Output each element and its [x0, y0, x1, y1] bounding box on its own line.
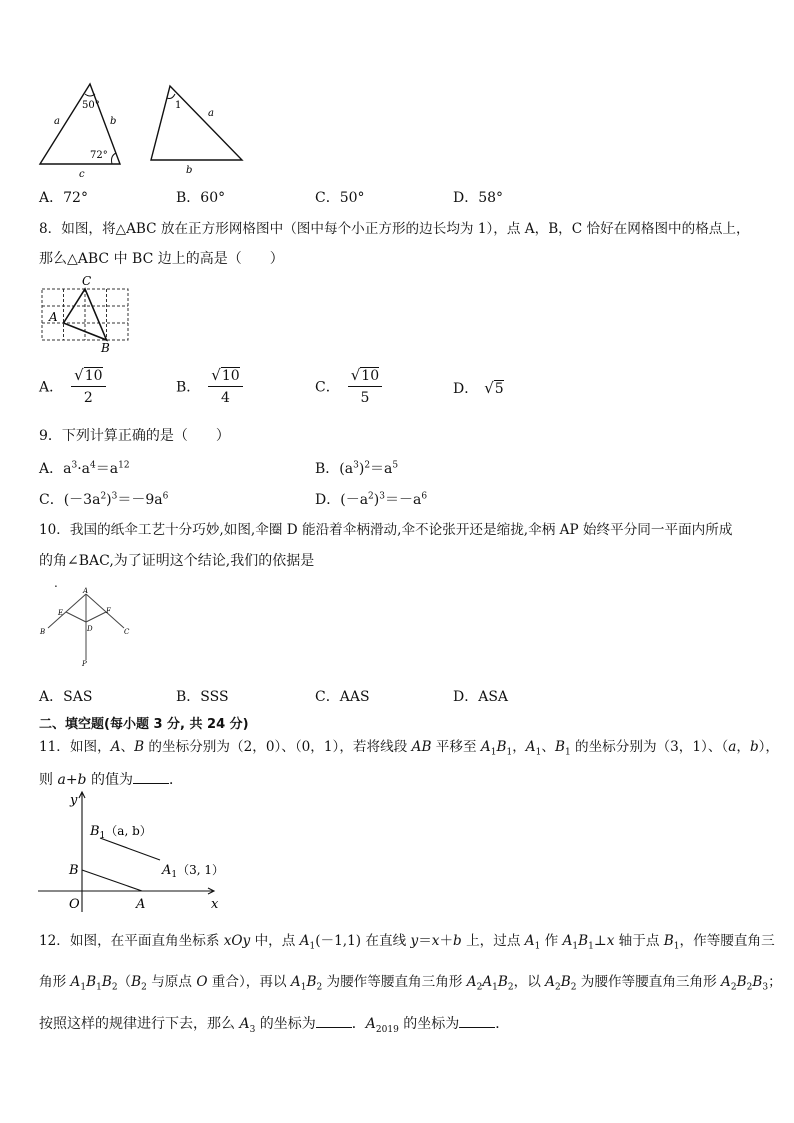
q11-label-a1: $A_1(3$, 1） — [162, 863, 225, 880]
option-expression: $(-a^2)^3=-a^6$ — [340, 491, 428, 508]
q11-label-o: O — [69, 897, 80, 912]
option-text: SSS — [200, 689, 229, 705]
option-text: 58° — [478, 190, 504, 206]
q8-option-a[interactable] — [39, 366, 106, 407]
fraction: $\frac{√10}{2}$ — [71, 366, 105, 407]
q10-stem-line2: 的角∠BAC,为了证明这个结论,我们的依据是 — [39, 553, 315, 569]
q7-label-72: 72° — [90, 150, 108, 161]
q7-label-c: c — [79, 169, 85, 180]
q8-label-c: C — [82, 274, 92, 288]
option-letter: B． — [176, 689, 201, 705]
q10-dot: . — [54, 576, 58, 590]
q10-option-c[interactable] — [315, 686, 370, 706]
q10-label-b: B — [40, 628, 46, 636]
q12-stem-line1: 12．如图，在平面直角坐标系 xOy 中，点 $A_1(-1,1)$ 在直线 y＝x＋b 上，过点 $A_1$ 作 $A_1B_1\perp x$ 轴于点 $B_1$，作等腰直角三 — [39, 933, 775, 952]
q7-label-a2: a — [208, 108, 214, 119]
option-text: 50° — [339, 190, 365, 206]
option-letter: B． — [315, 461, 340, 477]
q9-option-a[interactable] — [39, 458, 130, 478]
option-expression: $(-3a^2)^3=-9a^6$ — [63, 491, 169, 508]
q8-stem-line1: 8．如图，将△ABC 放在正方形网格图中（图中每个小正方形的边长均为 1），点 A，B，C 恰好在网格图中的格点上， — [39, 221, 750, 237]
option-expression: $a^3\cdot a^4=a^{12}$ — [63, 460, 130, 477]
numerator: 10 — [221, 368, 240, 384]
radicand: 5 — [494, 381, 504, 397]
q11-label-x: x — [211, 897, 219, 912]
numerator: 10 — [361, 368, 380, 384]
q7-label-b2: b — [186, 165, 193, 176]
q11-coordinate-figure — [34, 786, 234, 914]
q8-option-b[interactable] — [176, 366, 243, 407]
q7-angle-arc-right — [112, 153, 117, 164]
option-letter: D． — [315, 492, 341, 508]
segment-a1b1 — [100, 838, 160, 860]
option-letter: A． — [39, 461, 64, 477]
denominator: 5 — [360, 390, 370, 406]
q12-stem-line3: 按照这样的规律进行下去，那么 $A_3$ 的坐标为 ．$A_{2019}$ 的坐标为 ． — [39, 1013, 509, 1034]
q10-label-d: D — [87, 625, 93, 633]
q11-label-y: y — [70, 793, 78, 808]
q7-option-d[interactable] — [453, 187, 503, 207]
q8-stem-line2: 那么△ABC 中 BC 边上的高是（ ） — [39, 251, 284, 267]
q9-option-c[interactable] — [39, 489, 168, 509]
q11-stem-line1: 11．如图，A、B 的坐标分别为（2，0）、（0，1），若将线段 AB 平移至 $A_1B_1$，$A_1$、$B_1$ 的坐标分别为（3，1）、（a，b）， — [39, 739, 780, 758]
q7-option-b[interactable] — [176, 187, 225, 207]
q12-stem-line2: 角形 $A_1B_1B_2(B_2$ 与原点 O 重合），再以 $A_1B_2$ 为腰作等腰直角三角形 $A_2A_1B_2$，以 $A_2B_2$ 为腰作等腰直角三角形 $A_2B_2B_3$； — [39, 974, 782, 993]
option-letter: A． — [39, 689, 64, 705]
q10-label-e: E — [58, 609, 64, 617]
q9-option-b[interactable] — [315, 458, 398, 478]
option-text: SAS — [63, 689, 93, 705]
option-letter: C． — [315, 190, 340, 206]
q7-option-a[interactable] — [39, 187, 88, 207]
q10-option-d[interactable] — [453, 686, 508, 706]
option-letter: D． — [453, 190, 479, 206]
option-text: ASA — [478, 689, 509, 705]
q7-figure — [30, 76, 260, 180]
q11-label-a: A — [136, 897, 146, 912]
q10-label-c: C — [124, 628, 130, 636]
q7-label-b: b — [110, 116, 117, 127]
fraction: $\frac{√10}{4}$ — [208, 366, 242, 407]
q8-label-a: A — [49, 310, 58, 324]
q9-stem: 9．下列计算正确的是（ ） — [39, 428, 230, 444]
q10-label-f: F — [106, 607, 111, 615]
q9-option-d[interactable] — [315, 489, 427, 509]
section-title: 二、填空题(每小题 3 分, 共 24 分) — [39, 717, 249, 732]
option-letter: A． — [39, 379, 64, 396]
option-text: 72° — [63, 190, 88, 206]
option-letter: A． — [39, 190, 64, 206]
answer-blank-a2019[interactable] — [459, 1013, 495, 1028]
q11-label-b1: $B_1(a$, b） — [90, 824, 152, 841]
option-expression: $(a^3)^2=a^5$ — [339, 460, 399, 477]
numerator: 10 — [84, 368, 103, 384]
q8-grid-figure — [38, 272, 134, 354]
q7-label-1: 1 — [175, 100, 182, 111]
q8-option-d[interactable]: D． √5 — [453, 379, 504, 397]
q8-label-b: B — [101, 341, 110, 354]
q10-option-a[interactable] — [39, 686, 92, 706]
denominator: 2 — [83, 390, 93, 406]
q8-option-c[interactable] — [315, 366, 382, 407]
q7-label-a: a — [54, 116, 60, 127]
option-letter: C． — [315, 689, 340, 705]
q7-triangle-left — [40, 84, 120, 164]
q10-stem-line1: 10．我国的纸伞工艺十分巧妙,如图,伞圈 D 能沿着伞柄滑动,伞不论张开还是缩拢,伞柄 AP 始终平分同一平面内所成 — [39, 522, 733, 538]
q7-label-50: 50° — [82, 100, 100, 111]
option-letter: C． — [315, 379, 340, 396]
q7-option-c[interactable] — [315, 187, 365, 207]
q10-label-a: A — [83, 587, 89, 595]
option-letter: D． — [453, 381, 479, 397]
denominator: 4 — [221, 390, 230, 406]
option-letter: D． — [453, 689, 479, 705]
q10-label-p: P — [82, 660, 87, 668]
segment-ab — [82, 870, 142, 891]
option-letter: C． — [39, 492, 64, 508]
option-text: AAS — [339, 689, 370, 705]
q11-label-b: B — [69, 863, 79, 878]
option-text: 60° — [200, 190, 226, 206]
answer-blank-a3[interactable] — [316, 1013, 352, 1028]
q10-umbrella-figure — [36, 586, 136, 670]
option-letter: B． — [176, 190, 201, 206]
answer-blank[interactable] — [133, 769, 169, 784]
q10-option-b[interactable] — [176, 686, 229, 706]
option-letter: B． — [176, 379, 201, 396]
q7-triangle-right — [151, 86, 242, 160]
q11-stem-line2: 则 a+b 的值为 ． — [39, 769, 183, 790]
fraction: $\frac{√10}{5}$ — [348, 366, 382, 407]
